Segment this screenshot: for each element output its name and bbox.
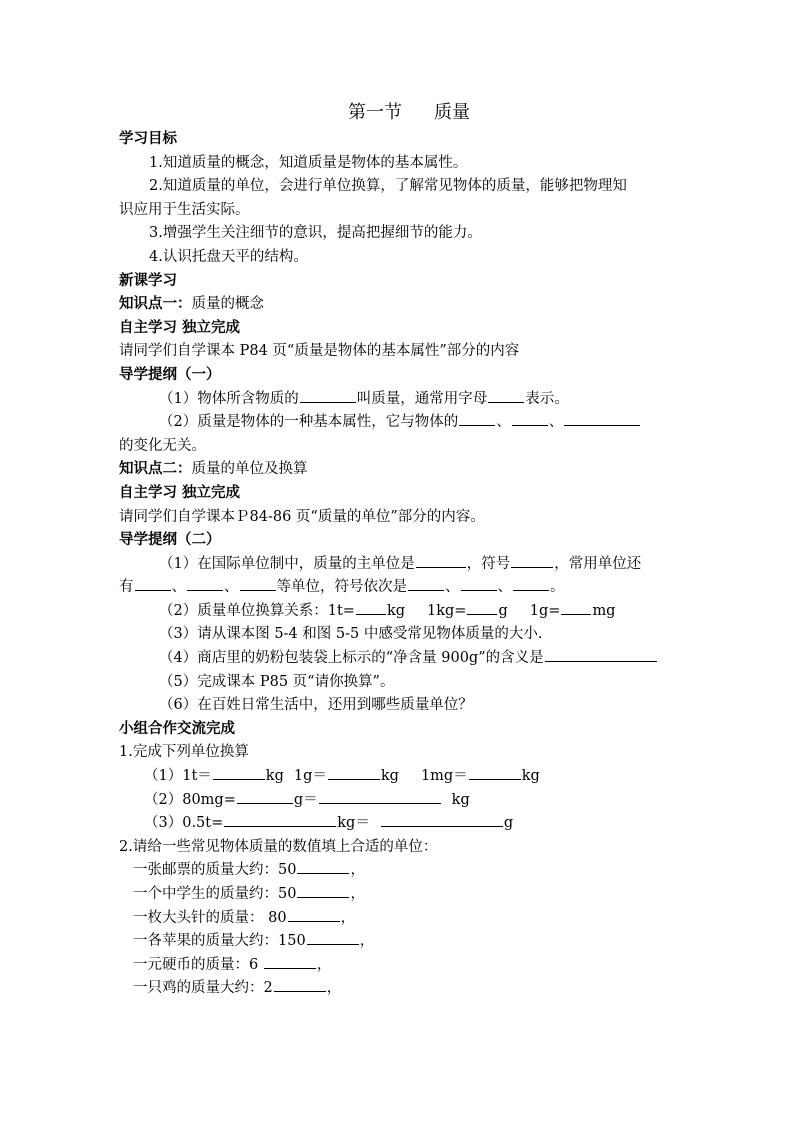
kp1-q1-text-c: 表示。 — [525, 390, 569, 407]
answer-blank[interactable] — [467, 600, 497, 615]
estimate-text: 一枚大头针的质量： 80 — [133, 909, 287, 926]
kp1-q1-text-b: 叫质量，通常用字母 — [356, 390, 488, 407]
answer-blank[interactable] — [264, 954, 316, 969]
estimate-row-1 — [119, 859, 679, 883]
objective-3: 3.增强学生关注细节的意识，提高把握细节的能力。 — [149, 225, 482, 242]
kp2-question-1 — [119, 553, 679, 577]
punctuation: ， — [350, 862, 365, 879]
kp1-self-study: 自主学习 独立完成 — [119, 319, 241, 336]
r2-text-b: g＝ — [293, 791, 318, 808]
objective-2b: 识应用于生活实际。 — [119, 201, 250, 218]
answer-blank[interactable] — [459, 411, 495, 426]
conversion-row-3 — [119, 812, 679, 836]
kp2-question-4 — [119, 647, 679, 671]
objective-1: 1.知道质量的概念，知道质量是物体的基本属性。 — [149, 154, 468, 171]
answer-blank[interactable] — [488, 388, 524, 403]
objectives-heading: 学习目标 — [119, 131, 177, 147]
kp1-question-2 — [119, 411, 679, 435]
kp1-instruction: 请同学们自学课本 P84 页“质量是物体的基本属性”部分的内容 — [119, 343, 520, 360]
kp2-q2-text-a: （2）质量单位换算关系：1t= — [159, 602, 355, 619]
kp2-heading-text: 质量的单位及换算 — [191, 461, 308, 478]
kp1-question-2-cont: 的变化无关。 — [119, 437, 206, 454]
answer-blank[interactable] — [469, 765, 521, 780]
unit-kg: kg — [265, 768, 284, 785]
separator: 、 — [224, 579, 239, 596]
kp2-question-2 — [119, 600, 679, 624]
answer-blank[interactable] — [288, 907, 340, 922]
answer-blank[interactable] — [512, 411, 548, 426]
answer-blank[interactable] — [213, 765, 265, 780]
answer-blank[interactable] — [408, 576, 444, 591]
r1-text-a: （1）1t＝ — [144, 768, 212, 785]
kp2-question-6: （6）在百姓日常生活中，还用到哪些质量单位？ — [159, 697, 473, 714]
answer-blank[interactable] — [224, 812, 336, 827]
group-task-1: 1.完成下列单位换算 — [119, 744, 249, 761]
separator: 、 — [548, 414, 564, 431]
answer-blank[interactable] — [319, 789, 441, 804]
kp1-q1-text-a: （1）物体所含物质的 — [159, 390, 299, 407]
kp2-q2-text-c: 1g= — [529, 602, 561, 619]
estimate-text: 一元硬币的质量：6 — [133, 956, 263, 973]
answer-blank[interactable] — [461, 576, 497, 591]
kp2-question-5: （5）完成课本 P85 页“请你换算”。 — [159, 673, 395, 690]
kp1-heading-label: 知识点一： — [119, 296, 192, 313]
kp2-heading-label: 知识点二： — [119, 461, 192, 478]
r1-text-b: 1g＝ — [293, 768, 327, 785]
kp2-q1-text-b: ，符号 — [466, 555, 511, 572]
answer-blank[interactable] — [237, 789, 293, 804]
answer-blank[interactable] — [135, 576, 171, 591]
kp2-q4-text: （4）商店里的奶粉包装袋上标示的“净含量 900g”的含义是 — [159, 650, 544, 667]
kp2-outline-heading: 导学提纲（二） — [119, 532, 221, 549]
answer-blank[interactable] — [416, 553, 466, 568]
unit-kg: kg — [380, 768, 399, 785]
unit-kg: kg — [386, 602, 406, 619]
answer-blank[interactable] — [240, 576, 276, 591]
group-task-2: 2.请给一些常见物体质量的数值填上合适的单位： — [119, 838, 438, 855]
unit-kg: kg — [521, 768, 540, 785]
estimate-row-5 — [119, 954, 679, 978]
punctuation: ， — [359, 933, 375, 950]
r1-text-c: 1mg＝ — [420, 768, 468, 785]
kp1-outline-heading: 导学提纲（一） — [119, 366, 221, 383]
punctuation: ， — [340, 909, 356, 926]
objective-2a: 2.知道质量的单位，会进行单位换算，了解常见物体的质量，能够把物理知 — [149, 178, 627, 195]
conversion-row-1 — [119, 765, 679, 789]
title-part-2: 质量 — [434, 102, 470, 123]
separator: 、 — [497, 579, 512, 596]
objective-4: 4.认识托盘天平的结构。 — [149, 248, 308, 265]
answer-blank[interactable] — [511, 553, 553, 568]
kp2-q1-text-c: ，常用单位还 — [554, 555, 642, 572]
separator: 、 — [171, 579, 186, 596]
kp2-q1-text-e: 等单位，符号依次是 — [276, 579, 407, 596]
kp1-q2-text-a: （2）质量是物体的一种基本属性，它与物体的 — [159, 414, 459, 431]
answer-blank[interactable] — [307, 930, 359, 945]
kp2-q1-end: 。 — [550, 579, 565, 596]
answer-blank[interactable] — [545, 647, 657, 662]
answer-blank[interactable] — [187, 576, 223, 591]
kp2-self-study: 自主学习 独立完成 — [119, 484, 241, 501]
estimate-text: 一各苹果的质量大约：150 — [133, 933, 306, 950]
unit-kg: kg — [451, 791, 470, 808]
separator: 、 — [445, 579, 460, 596]
group-heading: 小组合作交流完成 — [119, 720, 235, 737]
kp1-heading-text: 质量的概念 — [191, 296, 264, 313]
unit-mg: mg — [592, 602, 616, 619]
r2-text-a: （2）80mg= — [144, 791, 236, 808]
unit-g: g — [498, 602, 508, 619]
estimate-text: 一只鸡的质量大约：2 — [133, 980, 273, 997]
answer-blank[interactable] — [274, 977, 326, 992]
unit-g: g — [503, 815, 514, 832]
answer-blank[interactable] — [356, 600, 386, 615]
estimate-row-6 — [119, 977, 679, 1001]
page-title — [119, 98, 679, 128]
kp2-instruction: 请同学们自学课本Ｐ84-86 页“质量的单位”部分的内容。 — [119, 508, 485, 525]
answer-blank[interactable] — [561, 600, 591, 615]
kp2-question-1-cont — [119, 576, 679, 600]
worksheet-page — [119, 98, 679, 1001]
title-part-1: 第一节 — [348, 102, 402, 123]
answer-blank[interactable] — [513, 576, 549, 591]
kp2-q1-text-a: （1）在国际单位制中，质量的主单位是 — [159, 555, 415, 572]
kp2-question-3: （3）请从课本图 5-4 和图 5-5 中感受常见物体质量的大小. — [159, 626, 543, 643]
r3-text-a: （3）0.5t= — [144, 815, 224, 832]
punctuation: ， — [326, 980, 342, 997]
estimate-row-4 — [119, 930, 679, 954]
estimate-row-2 — [119, 883, 679, 907]
answer-blank[interactable] — [300, 388, 356, 403]
separator: 、 — [496, 414, 511, 431]
estimate-text: 一个中学生的质量约：50 — [133, 886, 297, 902]
answer-blank[interactable] — [564, 411, 640, 426]
r3-text-b: kg＝ — [337, 815, 370, 832]
kp1-heading — [119, 293, 679, 317]
answer-blank[interactable] — [297, 859, 349, 874]
estimate-text: 一张邮票的质量大约：50 — [133, 862, 297, 879]
answer-blank[interactable] — [297, 883, 349, 898]
kp2-q2-text-b: 1kg= — [427, 602, 467, 619]
estimate-row-3 — [119, 907, 679, 931]
punctuation: ， — [316, 956, 332, 973]
kp1-question-1 — [119, 388, 679, 412]
new-lesson-heading: 新课学习 — [119, 272, 177, 289]
conversion-row-2 — [119, 789, 679, 813]
kp2-heading — [119, 458, 679, 482]
answer-blank[interactable] — [381, 812, 503, 827]
kp2-q1-text-d: 有 — [119, 579, 134, 596]
answer-blank[interactable] — [328, 765, 380, 780]
punctuation: ， — [350, 886, 365, 902]
